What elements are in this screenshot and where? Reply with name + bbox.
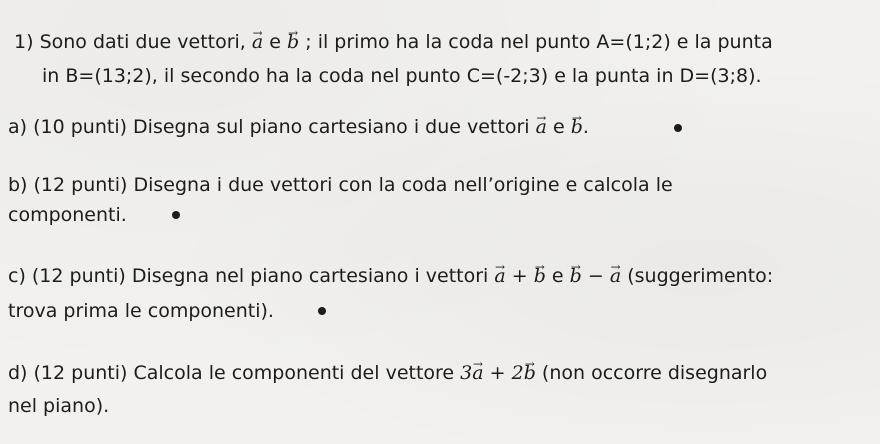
item-c-conj: e — [551, 265, 564, 287]
item-c-vector-a: → a — [494, 264, 505, 288]
item-b-text-1: b) (12 punti) Disegna i due vettori con la coda nell’origine e calcola le — [8, 174, 673, 196]
item-c-vector-a-2: → a — [610, 264, 621, 288]
item-c-text-1: c) (12 punti) Disegna nel piano cartesiano i vettori — [8, 265, 489, 287]
item-d-plus: + — [489, 362, 506, 384]
item-c-vector-b: → b — [534, 264, 546, 288]
item-d-vector-a: → a — [472, 361, 483, 385]
item-d-text-2: (non occorre disegnarlo — [541, 362, 768, 384]
item-d-coef-2: 2 — [511, 362, 524, 384]
item-c-text-3: trova prima le componenti). — [8, 300, 274, 322]
problem-intro-text-3: in B=(13;2), il secondo ha la coda nel punto C=(-2;3) e la punta in D=(3;8). — [42, 65, 762, 87]
item-c-text-2: (suggerimento: — [627, 265, 774, 287]
problem-line-1 — [14, 30, 773, 54]
item-b-text-2: componenti. — [8, 204, 127, 226]
item-a-conj: e — [552, 116, 565, 138]
problem-line-2 — [42, 64, 762, 88]
item-a-vector-b: → b — [571, 115, 583, 139]
item-c-line-2 — [8, 299, 274, 323]
item-d-line-2 — [8, 394, 109, 418]
problem-intro-text-2: ; il primo ha la coda nel punto A=(1;2) e la punta — [305, 31, 773, 53]
problem-number: 1) — [14, 31, 34, 53]
conjunction-e: e — [269, 31, 281, 53]
item-d-text-1: d) (12 punti) Calcola le componenti del vettore — [8, 362, 455, 384]
item-c-line-1 — [8, 264, 773, 288]
item-c-plus: + — [511, 265, 528, 287]
item-c-minus: − — [587, 265, 604, 287]
bullet-dot-c — [318, 307, 326, 315]
vector-a-symbol: → a — [252, 30, 263, 54]
item-a-end: . — [582, 116, 589, 138]
item-d-line-1 — [8, 361, 767, 385]
item-b-line-2 — [8, 203, 127, 227]
item-c-vector-b-2: → b — [570, 264, 582, 288]
bullet-dot-b — [172, 211, 180, 219]
item-d-coef-3: 3 — [460, 362, 473, 384]
item-a-text: a) (10 punti) Disegna sul piano cartesiano i due vettori — [8, 116, 530, 138]
item-a — [8, 115, 589, 139]
item-d-vector-b: → b — [524, 361, 536, 385]
bullet-dot-a — [674, 124, 682, 132]
item-b-line-1 — [8, 173, 673, 197]
item-d-text-3: nel piano). — [8, 395, 110, 417]
item-a-vector-a: → a — [536, 115, 547, 139]
problem-intro-text: Sono dati due vettori, — [39, 31, 246, 53]
vector-b-symbol: → b — [287, 30, 299, 54]
